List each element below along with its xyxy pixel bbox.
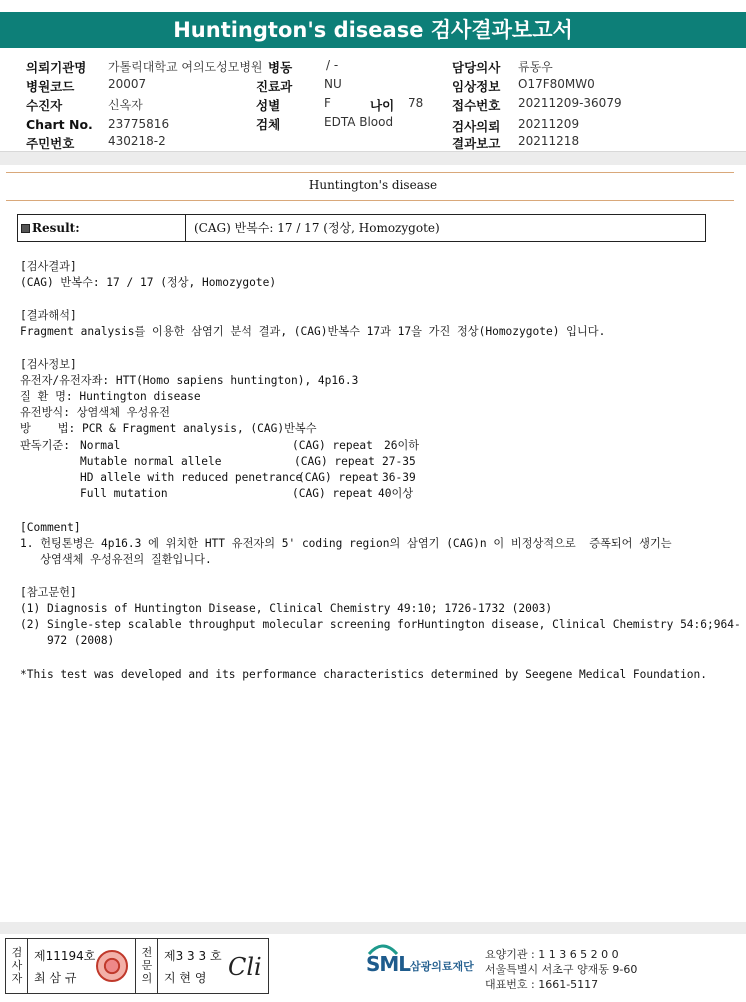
inspector-name: 최 삼 규 bbox=[34, 971, 77, 985]
gene-line: 유전자/유전자좌: HTT(Homo sapiens huntington), 4p16.3 bbox=[20, 374, 359, 387]
section-title: Huntington's disease bbox=[308, 178, 438, 192]
recipient-value: 신옥자 bbox=[108, 98, 143, 112]
request-date-value: 20211209 bbox=[518, 117, 580, 131]
specimen-value: EDTA Blood bbox=[324, 115, 394, 129]
report-title: Huntington's disease 검사결과보고서 bbox=[0, 12, 746, 48]
criteria-name: Mutable normal allele bbox=[80, 455, 222, 468]
department-value: NU bbox=[324, 77, 342, 91]
recipient-label: 수진자 bbox=[26, 98, 63, 113]
resident-no-value: 430218-2 bbox=[108, 134, 166, 148]
resident-no-label: 주민번호 bbox=[26, 136, 75, 151]
org-name: 삼광의료재단 bbox=[410, 960, 474, 973]
chart-no-label: Chart No. bbox=[26, 117, 93, 132]
seal-stamp-icon bbox=[96, 950, 128, 982]
clinical-info-label: 임상정보 bbox=[452, 79, 501, 94]
header-divider-band bbox=[0, 151, 746, 165]
footer bbox=[0, 934, 746, 1002]
chart-no-value: 23775816 bbox=[108, 117, 170, 131]
confirmer-label-cell bbox=[136, 939, 158, 993]
ref-2-line-2: 972 (2008) bbox=[20, 634, 115, 647]
request-date-label: 검사의뢰 bbox=[452, 119, 501, 134]
criteria-label: 판독기준: bbox=[20, 439, 70, 452]
exam-result-line: (CAG) 반복수: 17 / 17 (정상, Homozygote) bbox=[20, 276, 277, 289]
specimen-label: 검체 bbox=[256, 117, 281, 132]
criteria-repeat: (CAG) repeat bbox=[294, 455, 375, 468]
inspector-label: 검사자 bbox=[11, 946, 23, 985]
age-label: 나이 bbox=[370, 98, 395, 113]
comment-line-1: 1. 헌팅톤병은 4p16.3 에 위치한 HTT 유전자의 5' coding region의 삼염기 (CAG)n 이 비정상적으로 증폭되어 생기는 bbox=[20, 537, 672, 550]
info-heading: [검사정보] bbox=[20, 358, 77, 371]
institution-no: 요양기관 : 1 1 3 6 5 2 0 0 bbox=[485, 948, 619, 961]
criteria-repeat: (CAG) repeat bbox=[292, 487, 373, 500]
hospital-code-label: 병원코드 bbox=[26, 79, 75, 94]
sml-logo-text: SML bbox=[366, 952, 411, 976]
receipt-no-value: 20211209-36079 bbox=[518, 96, 622, 110]
criteria-name: Normal bbox=[80, 439, 121, 452]
inspector-label-cell bbox=[6, 939, 28, 993]
department-label: 진료과 bbox=[256, 79, 293, 94]
criteria-range: 27-35 bbox=[382, 455, 416, 468]
method-line: 방 법: PCR & Fragment analysis, (CAG)반복수 bbox=[20, 422, 317, 435]
sex-value: F bbox=[324, 96, 331, 110]
refs-heading: [참고문헌] bbox=[20, 586, 77, 599]
ward-value: / - bbox=[326, 58, 339, 72]
disease-line: 질 환 명: Huntington disease bbox=[20, 390, 201, 403]
report-date-value: 20211218 bbox=[518, 134, 580, 148]
clinical-info-value: O17F80MW0 bbox=[518, 77, 595, 91]
footer-divider-band bbox=[0, 922, 746, 934]
comment-line-2: 상염색체 우성유전의 질환입니다. bbox=[20, 553, 212, 566]
age-value: 78 bbox=[408, 96, 424, 110]
phone: 대표번호 : 1661-5117 bbox=[485, 978, 599, 991]
section-top-rule bbox=[6, 172, 734, 173]
hospital-code-value: 20007 bbox=[108, 77, 147, 91]
square-bullet-icon bbox=[21, 224, 30, 233]
sex-label: 성별 bbox=[256, 98, 281, 113]
comment-heading: [Comment] bbox=[20, 521, 81, 534]
receipt-no-label: 접수번호 bbox=[452, 98, 501, 113]
confirmer-cell bbox=[158, 939, 268, 993]
criteria-range: 26이하 bbox=[384, 439, 420, 452]
signature-box bbox=[5, 938, 269, 994]
inheritance-line: 유전방식: 상염색체 우성유전 bbox=[20, 406, 170, 419]
confirmer-label: 전문의 bbox=[141, 946, 153, 985]
confirmer-no: 제3 3 3 호 bbox=[164, 949, 222, 963]
interpretation-line: Fragment analysis를 이용한 삼염기 분석 결과, (CAG)반복수 17과 17을 가진 정상(Homozygote) 입니다. bbox=[20, 325, 606, 338]
criteria-range: 36-39 bbox=[382, 471, 416, 484]
address: 서울특별시 서초구 양재동 9-60 bbox=[485, 963, 638, 976]
ward-label: 병동 bbox=[268, 60, 293, 75]
institution-value: 가톨릭대학교 여의도성모병원 bbox=[108, 60, 263, 74]
criteria-name: Full mutation bbox=[80, 487, 168, 500]
result-label: Result: bbox=[32, 221, 80, 235]
disclaimer: *This test was developed and its performance characteristics determined by Seegene Medical Foundation. bbox=[20, 668, 708, 681]
institution-label: 의뢰기관명 bbox=[26, 60, 87, 75]
criteria-name: HD allele with reduced penetrance bbox=[80, 471, 303, 484]
result-box bbox=[17, 214, 706, 242]
result-value: (CAG) 반복수: 17 / 17 (정상, Homozygote) bbox=[194, 221, 440, 235]
doctor-value: 류동우 bbox=[518, 60, 553, 74]
criteria-range: 40이상 bbox=[378, 487, 414, 500]
interpretation-heading: [결과해석] bbox=[20, 309, 77, 322]
confirmer-name: 지 현 영 bbox=[164, 971, 207, 985]
section-bottom-rule bbox=[6, 200, 734, 201]
ref-1: (1) Diagnosis of Huntington Disease, Clinical Chemistry 49:10; 1726-1732 (2003) bbox=[20, 602, 553, 615]
exam-result-heading: [검사결과] bbox=[20, 260, 77, 273]
criteria-repeat: (CAG) repeat bbox=[292, 439, 373, 452]
doctor-label: 담당의사 bbox=[452, 60, 501, 75]
handwritten-signature-icon: Cli bbox=[228, 953, 262, 981]
result-label-cell bbox=[18, 215, 186, 241]
report-date-label: 결과보고 bbox=[452, 136, 501, 151]
inspector-cell bbox=[28, 939, 136, 993]
inspector-no: 제11194호 bbox=[34, 949, 96, 963]
criteria-repeat: (CAG) repeat bbox=[298, 471, 379, 484]
ref-2-line-1: (2) Single-step scalable throughput molecular screening forHuntington disease, Clinical Chemistry 54:6;964- bbox=[20, 618, 741, 631]
